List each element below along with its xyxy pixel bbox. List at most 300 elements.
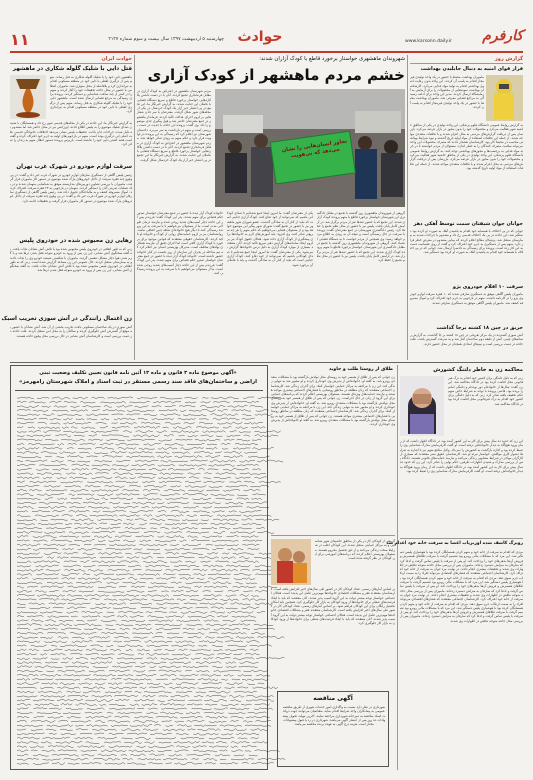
handwriting-stroke [95, 473, 108, 474]
handwriting-stroke [17, 704, 31, 706]
handwriting-stroke [74, 435, 85, 436]
handwriting-stroke [227, 683, 243, 685]
handwriting-stroke [117, 561, 138, 563]
handwriting-stroke [185, 670, 192, 671]
handwriting-stroke [203, 590, 212, 591]
handwriting-stroke [17, 447, 39, 449]
handwriting-stroke [231, 750, 242, 752]
handwriting-stroke [17, 636, 38, 638]
children-illustration [271, 539, 311, 585]
handwriting-stroke [96, 423, 107, 425]
handwriting-stroke [179, 649, 188, 651]
handwriting-stroke [175, 456, 203, 458]
handwriting-stroke [213, 650, 223, 651]
handwriting-stroke [254, 477, 266, 478]
handwriting-stroke [158, 510, 166, 512]
handwriting-stroke [208, 469, 219, 470]
handwriting-stroke [36, 565, 59, 567]
handwriting-stroke [218, 422, 243, 424]
handwriting-stroke [197, 579, 205, 580]
handwriting-stroke [226, 595, 237, 596]
handwriting-stroke [186, 582, 210, 584]
handwriting-stroke [183, 628, 195, 630]
handwriting-stroke [180, 540, 187, 542]
handwriting-stroke [33, 410, 48, 411]
handwriting-stroke [235, 443, 258, 445]
handwriting-stroke [105, 625, 113, 626]
handwriting-stroke [256, 410, 269, 412]
handwriting-stroke [183, 506, 199, 508]
handwriting-stroke [147, 645, 169, 646]
right-article-1-body-cont: به گزارش روابط عمومی دانشگاه علوم پزشکی، این واحد تولیدی در یکی از مناطق حاشیه شهر فعالیت می‌کرد و محصولات خود را بدون مجوز در بازار عرضه می‌کرد. بازرسان پس از دریافت گزارش‌های مردمی به محل اعزام شدند و با تخلفات متعددی مواجه شدند. از جمله این تخلفات استفاده از مواد اولیه تاریخ گذشته و نبود شرایط بهداشتی مناسب در محیط کار بود. کارشناسان هشدار دادند که مصرف محصولات این واحد می‌تواند سلامت مصرف کنندگان را به خطر اندازد. مسئولان از مردم خواستند تا در خرید مواد غذایی به برچسب‌ها و مجوزهای بهداشتی توجه کنند. به گزارش روابط عمومی دانشگاه علوم پزشکی، این واحد تولیدی در یکی از مناطق حاشیه شهر فعالیت می‌کرد و محصولات خود را بدون مجوز در بازار عرضه می‌کرد. بازرسان پس از دریافت گزارش‌های مردمی به محل اعزام شدند و با تخلفات متعددی مواجه شدند. از جمله این تخلفات استفاده از مواد اولیه تاریخ گذشته بود. [409, 123, 523, 170]
handwriting-stroke [65, 666, 89, 668]
handwriting-stroke [156, 632, 162, 633]
handwriting-stroke [172, 654, 191, 656]
handwriting-stroke [149, 468, 166, 470]
handwriting-stroke [17, 754, 28, 756]
handwriting-stroke [220, 725, 242, 727]
handwriting-stroke [140, 578, 153, 579]
handwriting-stroke [55, 435, 71, 437]
handwriting-stroke [153, 553, 160, 554]
handwriting-stroke [165, 532, 182, 534]
handwriting-stroke [173, 594, 199, 596]
handwriting-stroke [156, 603, 179, 605]
handwriting-stroke [142, 481, 155, 483]
handwriting-stroke [108, 397, 133, 399]
handwriting-stroke [92, 695, 113, 697]
handwriting-stroke [86, 699, 114, 701]
handwriting-stroke [121, 620, 145, 622]
handwriting-stroke [17, 699, 30, 701]
handwriting-stroke [70, 653, 82, 654]
handwriting-stroke [58, 636, 69, 638]
handwriting-stroke [44, 553, 61, 555]
handwriting-stroke [80, 443, 96, 444]
handwriting-stroke [179, 435, 185, 436]
handwriting-stroke [40, 612, 62, 614]
handwriting-stroke [147, 713, 158, 714]
handwriting-stroke [243, 540, 262, 541]
handwriting-stroke [57, 477, 67, 479]
handwriting-stroke [34, 716, 44, 718]
handwriting-stroke [128, 565, 141, 567]
handwriting-stroke [231, 721, 239, 722]
handwriting-stroke [78, 448, 92, 449]
handwriting-stroke [91, 657, 113, 659]
handwriting-stroke [212, 645, 223, 646]
handwriting-stroke [242, 746, 257, 748]
handwriting-stroke [136, 536, 154, 538]
handwriting-stroke [206, 716, 228, 718]
handwriting-stroke [181, 737, 204, 739]
handwriting-stroke [59, 620, 73, 621]
handwriting-stroke [109, 746, 133, 748]
handwriting-stroke [201, 401, 211, 403]
handwriting-stroke [127, 410, 154, 412]
handwriting-stroke [206, 490, 219, 491]
handwriting-stroke [39, 599, 59, 601]
handwriting-stroke [142, 595, 170, 597]
handwriting-stroke [171, 590, 183, 592]
handwriting-stroke [98, 591, 125, 592]
handwriting-stroke [209, 721, 226, 722]
handwriting-stroke [84, 523, 97, 525]
left-headline-1: قتل دایی با شلیک گلوله شکاری در ماهشهر [12, 66, 132, 72]
handwriting-stroke [239, 432, 251, 433]
handwriting-stroke [46, 729, 56, 731]
handwriting-stroke [98, 754, 117, 756]
handwriting-stroke [166, 725, 173, 727]
handwriting-stroke [178, 587, 191, 588]
handwriting-stroke [150, 523, 162, 525]
handwriting-stroke [17, 506, 34, 508]
handwriting-stroke [137, 746, 146, 747]
handwriting-stroke [82, 536, 91, 537]
handwriting-stroke [17, 566, 31, 567]
handwriting-stroke [17, 720, 27, 722]
handwriting-stroke [141, 607, 167, 609]
handwriting-stroke [247, 684, 255, 685]
handwriting-stroke [118, 712, 142, 714]
handwriting-stroke [17, 691, 34, 693]
handwriting-stroke [61, 628, 81, 630]
main-story [137, 55, 405, 360]
handwriting-stroke [47, 632, 65, 634]
handwriting-stroke [168, 519, 180, 520]
handwriting-stroke [17, 632, 43, 634]
handwriting-stroke [191, 540, 209, 541]
handwriting-stroke [35, 515, 59, 517]
mid-box-body: زن جوانی که پس از طلاق از همسر خود به روستای محل تولدش بازگشته بود با مشکلات متعددی روبرو شد. به گفته او، خانواده‌اش از پذیرش وی خودداری کردند و او مجبور شد به تنهایی زندگی کند. این زن با مراجعه به مراکز حمایتی خواستار کمک برای گذران زندگی شد. کارشناسان اجتماعی معتقدند که زنان مطلقه در مناطق روستایی با فشارهای اجتماعی بیشتری مواجه هستند و نیازمند حمایت‌های ویژه‌ای هستند. مسئولان بهزیستی اعلام کردند که برنامه‌های حمایتی برای این گروه از زنان در حال اجراست. زن جوانی که پس از طلاق از همسر خود به روستای محل تولدش بازگشته بود با مشکلات متعددی روبرو شد. به گفته او، خانواده‌اش از پذیرش وی خودداری کردند و او مجبور شد به تنهایی زندگی کند. این زن با مراجعه به مراکز حمایتی خواستار کمک برای گذران زندگی شد. کارشناسان اجتماعی معتقدند که زنان مطلقه در مناطق روستایی با فشارهای اجتماعی بیشتری مواجه هستند. زن جوانی که پس از طلاق از همسر خود به روستای محل تولدش بازگشته بود با مشکلات متعددی روبرو شد. به گفته او خانواده‌اش از پذیرش وی خودداری کردند. [271, 375, 395, 427]
handwriting-stroke [194, 452, 213, 454]
handwriting-stroke [206, 695, 227, 697]
handwriting-stroke [122, 738, 133, 739]
handwriting-stroke [17, 586, 24, 588]
column-divider [397, 365, 398, 770]
handwriting-stroke [117, 658, 143, 660]
column-divider [407, 55, 408, 360]
handwriting-stroke [199, 419, 209, 420]
handwriting-stroke [166, 569, 190, 571]
handwriting-stroke [148, 616, 164, 618]
handwriting-stroke [230, 716, 243, 718]
handwriting-stroke [245, 653, 259, 655]
handwriting-stroke [193, 573, 205, 575]
handwriting-stroke [118, 653, 134, 655]
handwriting-stroke [230, 700, 241, 702]
main-article-sidebar: مردم شهرستان ماهشهر در اعتراض به کودک آزاری در مقابل فرمانداری تجمع کردند. آنان با در دست داشتن پلاکاردهایی خواستار برخورد قاطع و سریع دستگاه قضایی با عاملان این جنایت شدند. به گزارش خبرنگار ما، این تجمع در پی انتشار خبر آزار یک کودک خردسال در یکی از محله‌های شهر شکل گرفت. معترضان با سر دادن شعارهایی بر لزوم اجرای عدالت تاکید کردند. فرماندار ماهشهر در جمع معترضان حاضر شد و قول پیگیری جدی موضوع را داد. وی گفت: پرونده این حادثه با جدیت در دست بررسی است و متهم در بازداشت به سر می‌برد. دادستان شهرستان نیز اعلام کرد که رسیدگی به این پرونده در اولویت قرار دارد و حکم متهم به زودی صادر خواهد شد. مردم شهرستان ماهشهر در اعتراض به کودک آزاری در مقابل فرمانداری تجمع کردند. آنان با در دست داشتن پلاکاردهایی خواستار برخورد قاطع و سریع دستگاه قضایی با عاملان این جنایت شدند. به گزارش خبرنگار ما این تجمع در پی انتشار خبر آزار یک کودک خردسال شکل گرفت. [137, 89, 211, 162]
handwriting-stroke [224, 674, 233, 676]
handwriting-stroke [47, 557, 54, 559]
handwriting-stroke [185, 481, 201, 483]
handwriting-stroke [87, 708, 105, 710]
handwriting-stroke [38, 523, 63, 525]
handwriting-stroke [46, 527, 71, 529]
handwriting-stroke [97, 641, 111, 642]
handwriting-stroke [172, 527, 198, 529]
handwriting-stroke [17, 574, 32, 576]
handwriting-stroke [76, 657, 88, 659]
handwriting-stroke [76, 582, 102, 584]
handwriting-stroke [17, 528, 42, 529]
handwriting-stroke [130, 477, 136, 479]
handwriting-stroke [101, 620, 117, 622]
handwriting-stroke [161, 708, 187, 709]
handwriting-stroke [159, 742, 172, 743]
handwriting-stroke [123, 540, 135, 542]
handwriting-stroke [210, 460, 236, 462]
handwriting-stroke [211, 569, 238, 571]
handwriting-stroke [80, 561, 89, 563]
handwriting-stroke [170, 662, 191, 664]
handwriting-stroke [104, 406, 112, 408]
handwriting-stroke [52, 762, 65, 764]
handwriting-stroke [63, 418, 72, 420]
handwriting-stroke [175, 641, 194, 643]
handwriting-stroke [121, 755, 127, 756]
handwriting-stroke [103, 510, 126, 512]
handwriting-stroke [214, 477, 231, 479]
handwriting-stroke [17, 561, 31, 563]
handwriting-stroke [126, 649, 132, 651]
handwriting-stroke [82, 616, 100, 618]
handwriting-stroke [70, 632, 97, 634]
handwriting-stroke [51, 540, 72, 542]
handwriting-stroke [158, 465, 175, 467]
handwriting-stroke [125, 527, 146, 529]
handwriting-stroke [123, 523, 134, 525]
handwriting-stroke [201, 527, 217, 529]
handwriting-stroke [17, 468, 32, 470]
handwriting-stroke [196, 427, 219, 429]
handwriting-stroke [17, 569, 43, 571]
column-divider [134, 55, 135, 360]
handwriting-stroke [49, 603, 66, 605]
handwriting-stroke [167, 557, 195, 558]
handwriting-stroke [72, 641, 93, 643]
handwriting-stroke [39, 464, 66, 466]
handwriting-stroke [184, 422, 195, 424]
handwriting-stroke [112, 414, 124, 415]
handwriting-stroke [57, 699, 83, 701]
handwriting-stroke [64, 675, 91, 677]
handwriting-stroke [124, 742, 142, 744]
handwriting-stroke [142, 557, 153, 559]
handwriting-stroke [67, 691, 81, 693]
handwriting-stroke [17, 460, 23, 461]
handwriting-stroke [136, 431, 153, 433]
left-article-2-body: رئیس پلیس آگاهی از دستگیری سارقان لوازم خودرو در شهرک غرب خبر داد و گفت: در پی وقوع چند فقره سرقت از داخل خودروهای پارک شده موضوع در دستور کار ماموران قرار گرفت. ماموران با بررسی تصاویر دوربین‌های مداربسته موفق به شناسایی متهمان شدند و در یک عملیات ضربتی آنان را دستگیر کردند. متهمان در بازجویی به ۲۳ فقره سرقت اعتراف کردند. اموال مسروقه کشف و به مالباختگان تحویل داده شد. رئیس پلیس آگاهی از دستگیری سارقان لوازم خودرو در شهرک غرب خبر داد و گفت: در پی وقوع چند فقره سرقت از داخل خودروهای پارک شده موضوع در دستور کار ماموران قرار گرفت و تحقیقات ادامه دارد. [10, 173, 133, 203]
handwriting-stroke [60, 683, 75, 685]
handwriting-stroke [133, 569, 142, 570]
handwriting-stroke [217, 636, 233, 638]
handwriting-stroke [62, 578, 76, 580]
handwriting-stroke [256, 674, 270, 676]
handwriting-stroke [165, 649, 176, 650]
mid-article-2-body: گروهی از کودکان کار در یکی از مناطق حاشیه‌ای شهر شناسایی و به مراکز حمایتی منتقل شدند. این کودکان اغلب در شرایط سخت زندگی می‌کنند و از حق تحصیل محروم هستند. مسئولان بهزیستی اعلام کردند که برنامه‌های آموزشی برای این کودکان در نظر گرفته شده است. [315, 539, 395, 561]
handwriting-stroke [204, 699, 227, 701]
handwriting-stroke [171, 645, 194, 647]
handwriting-stroke [17, 641, 40, 643]
handwriting-stroke [68, 586, 94, 588]
protest-photo [215, 89, 405, 207]
handwriting-stroke [123, 503, 130, 504]
handwriting-stroke [17, 557, 43, 559]
right-headline-1: فرار قوای امنیه به دنبال جابلیدن بهداشت [420, 66, 523, 72]
handwriting-stroke [41, 520, 48, 521]
handwriting-stroke [134, 637, 148, 638]
handwriting-stroke [166, 553, 179, 555]
handwriting-stroke [55, 679, 80, 680]
handwriting-stroke [255, 590, 267, 592]
right-article-2-body: جوانی که در پی اختلاف با همسایه خود اقدام به پاشیدن آهک به صورت او کرده بود دستگیر شد. این حادثه در پی یک اختلاف قدیمی رخ داد و مصدوم با جراحات شدید به بیمارستان منتقل شد. پزشکان معالج اعلام کردند که بینایی مصدوم در معرض خطر قرار دارد. متهم پس از دستگیری به جرم خود اعتراف کرد و گفت از روی عصبانیت دست به این کار زده است. پرونده برای رسیدگی به دادسرا ارسال شد. جوانی که در پی اختلاف با همسایه خود اقدام به پاشیدن آهک به صورت او کرده بود دستگیر شد. [410, 229, 523, 255]
handwriting-stroke [85, 712, 102, 714]
handwriting-stroke [255, 603, 272, 605]
handwriting-stroke [216, 498, 233, 500]
handwriting-stroke [101, 654, 114, 655]
handwriting-stroke [228, 548, 244, 550]
handwriting-stroke [130, 510, 153, 512]
handwriting-stroke [151, 583, 167, 584]
handwriting-stroke [231, 758, 254, 760]
handwriting-stroke [65, 649, 83, 651]
handwriting-stroke [212, 511, 224, 513]
handwriting-stroke [251, 738, 259, 739]
handwriting-stroke [165, 548, 190, 550]
handwriting-stroke [135, 737, 150, 739]
handwriting-stroke [211, 494, 235, 496]
handwriting-stroke [246, 583, 257, 584]
handwriting-stroke [166, 615, 184, 617]
handwriting-stroke [116, 443, 139, 445]
handwriting-stroke [209, 632, 219, 634]
left-headline-2: سرقت لوازم خودرو در شهرک غرب تهران [16, 164, 132, 170]
handwriting-stroke [95, 683, 105, 685]
handwriting-stroke [17, 725, 43, 727]
handwriting-stroke [124, 641, 141, 643]
handwriting-stroke [167, 502, 189, 504]
handwriting-stroke [217, 616, 228, 617]
handwriting-stroke [132, 464, 155, 466]
handwriting-stroke [57, 457, 64, 458]
left-article-1-body: ماهشهر دایی خود را با شلیک گلوله شکاری به قتل رساند. متهم پس از درگیری لفظی با دایی خود در منطقه مسکونی اقدام به تیراندازی کرد و بلافاصله از محل متواری شد. ماموران انتظامی با حضور در محل حادثه تحقیقات خود را آغاز کردند و متهم را در کمتر از چند ساعت شناسایی و دستگیر کردند. پرونده برای رسیدگی به مرجع قضایی ارسال شده است. ماهشهر دایی خود را با شلیک گلوله شکاری به قتل رساند. متهم پس از درگیری لفظی با دایی خود در منطقه مسکونی اقدام به تیراندازی کرد. [49, 75, 132, 114]
handwriting-stroke [17, 418, 37, 420]
handwriting-stroke [144, 485, 166, 487]
handwriting-stroke [33, 763, 49, 765]
handwriting-stroke [97, 494, 113, 496]
handwriting-stroke [198, 729, 221, 731]
handwriting-stroke [78, 746, 105, 748]
issue-line: چهارشنبه ۵ اردیبهشت ۱۳۹۷ سال بیست و سوم شماره ۲۱۲۷ [108, 37, 224, 42]
handwriting-stroke [51, 645, 57, 646]
handwriting-stroke [53, 468, 69, 470]
handwriting-stroke [165, 523, 187, 525]
handwriting-stroke [60, 481, 82, 483]
brand-logo: کارفرم [482, 28, 523, 44]
mid-article-2-body-cont: بر اساس آمارهای رسمی، تعداد کودکان کار در کشور طی سال‌های اخیر افزایش یافته است. کارشناسان معتقدند فقر و مشکلات اقتصادی خانواده‌ها مهم‌ترین عامل این پدیده است. فعالان اجتماعی خواستار توجه بیشتر دولت به این گروه آسیب پذیر شدند. آنان معتقدند که باید با ایجاد فرصت‌های شغلی برای خانواده‌ها از ورود کودکان به بازار کار جلوگیری کرد. همچنین باید امکان تحصیل رایگان برای این کودکان فراهم شود. بر اساس آمارهای رسمی، تعداد کودکان کار در کشور طی سال‌های اخیر افزایش یافته است. کارشناسان معتقدند فقر و مشکلات اقتصادی خانواده‌ها مهم‌ترین عامل این پدیده است. فعالان اجتماعی خواستار توجه بیشتر دولت به این گروه آسیب پذیر شدند. آنان معتقدند که باید با ایجاد فرصت‌های شغلی برای خانواده‌ها از ورود کودکان به بازار کار جلوگیری کرد. [271, 587, 395, 626]
handwriting-stroke [39, 502, 64, 504]
handwriting-stroke [89, 637, 110, 639]
handwriting-stroke [80, 452, 90, 453]
handwriting-stroke [17, 436, 25, 437]
handwriting-stroke [106, 548, 132, 550]
handwriting-stroke [89, 670, 105, 672]
handwriting-stroke [159, 410, 178, 411]
handwriting-stroke [103, 410, 125, 412]
handwriting-stroke [187, 515, 197, 517]
handwriting-stroke [82, 611, 103, 613]
handwriting-stroke [165, 498, 188, 500]
handwriting-stroke [196, 653, 215, 655]
handwriting-stroke [43, 447, 62, 449]
handwriting-stroke [223, 620, 236, 622]
handwriting-stroke [159, 666, 181, 668]
handwriting-stroke [109, 733, 124, 735]
handwriting-stroke [64, 401, 77, 403]
handwriting-stroke [183, 415, 206, 416]
handwriting-stroke [98, 519, 123, 521]
handwriting-stroke [115, 536, 132, 538]
handwriting-stroke [164, 683, 173, 685]
handwriting-stroke [27, 435, 51, 437]
handwriting-stroke [36, 469, 48, 470]
handwriting-stroke [188, 636, 201, 638]
handwriting-stroke [150, 666, 157, 668]
handwriting-stroke [59, 452, 75, 454]
handwriting-stroke [143, 494, 157, 496]
handwriting-stroke [17, 746, 27, 748]
handwriting-stroke [63, 657, 73, 659]
handwriting-stroke [188, 490, 204, 492]
handwriting-stroke [113, 473, 133, 475]
handwriting-stroke [17, 737, 40, 739]
divider [400, 538, 523, 539]
handwriting-stroke [17, 750, 28, 752]
handwriting-stroke [146, 653, 169, 655]
handwriting-stroke [111, 523, 121, 524]
handwriting-stroke [119, 586, 126, 587]
handwriting-stroke [76, 419, 85, 420]
handwriting-stroke [120, 422, 137, 424]
handwriting-stroke [92, 531, 115, 532]
handwriting-stroke [211, 523, 238, 525]
handwriting-stroke [33, 699, 54, 701]
handwriting-stroke [48, 746, 73, 748]
handwriting-stroke [109, 603, 126, 605]
handwriting-stroke [17, 426, 23, 428]
handwriting-stroke [47, 725, 73, 727]
handwriting-stroke [71, 410, 88, 412]
handwriting-stroke [86, 414, 109, 416]
handwriting-stroke [224, 452, 241, 454]
handwriting-stroke [31, 729, 43, 731]
handwriting-stroke [196, 692, 206, 693]
handwriting-stroke [221, 632, 246, 634]
handwriting-stroke [156, 737, 177, 739]
handwriting-stroke [30, 607, 51, 609]
protest-placard-text: تجاوز انسان‌هایی را نشان می‌دهد که بی‌هویت [281, 138, 348, 160]
handwriting-stroke [204, 478, 211, 479]
handwriting-stroke [217, 653, 231, 654]
handwriting-stroke [37, 712, 61, 713]
handwriting-stroke [45, 662, 57, 663]
handwriting-stroke [61, 662, 68, 664]
handwriting-stroke [135, 405, 149, 407]
handwriting-stroke [31, 720, 55, 722]
handwriting-stroke [239, 666, 258, 668]
handwriting-stroke [159, 696, 168, 697]
